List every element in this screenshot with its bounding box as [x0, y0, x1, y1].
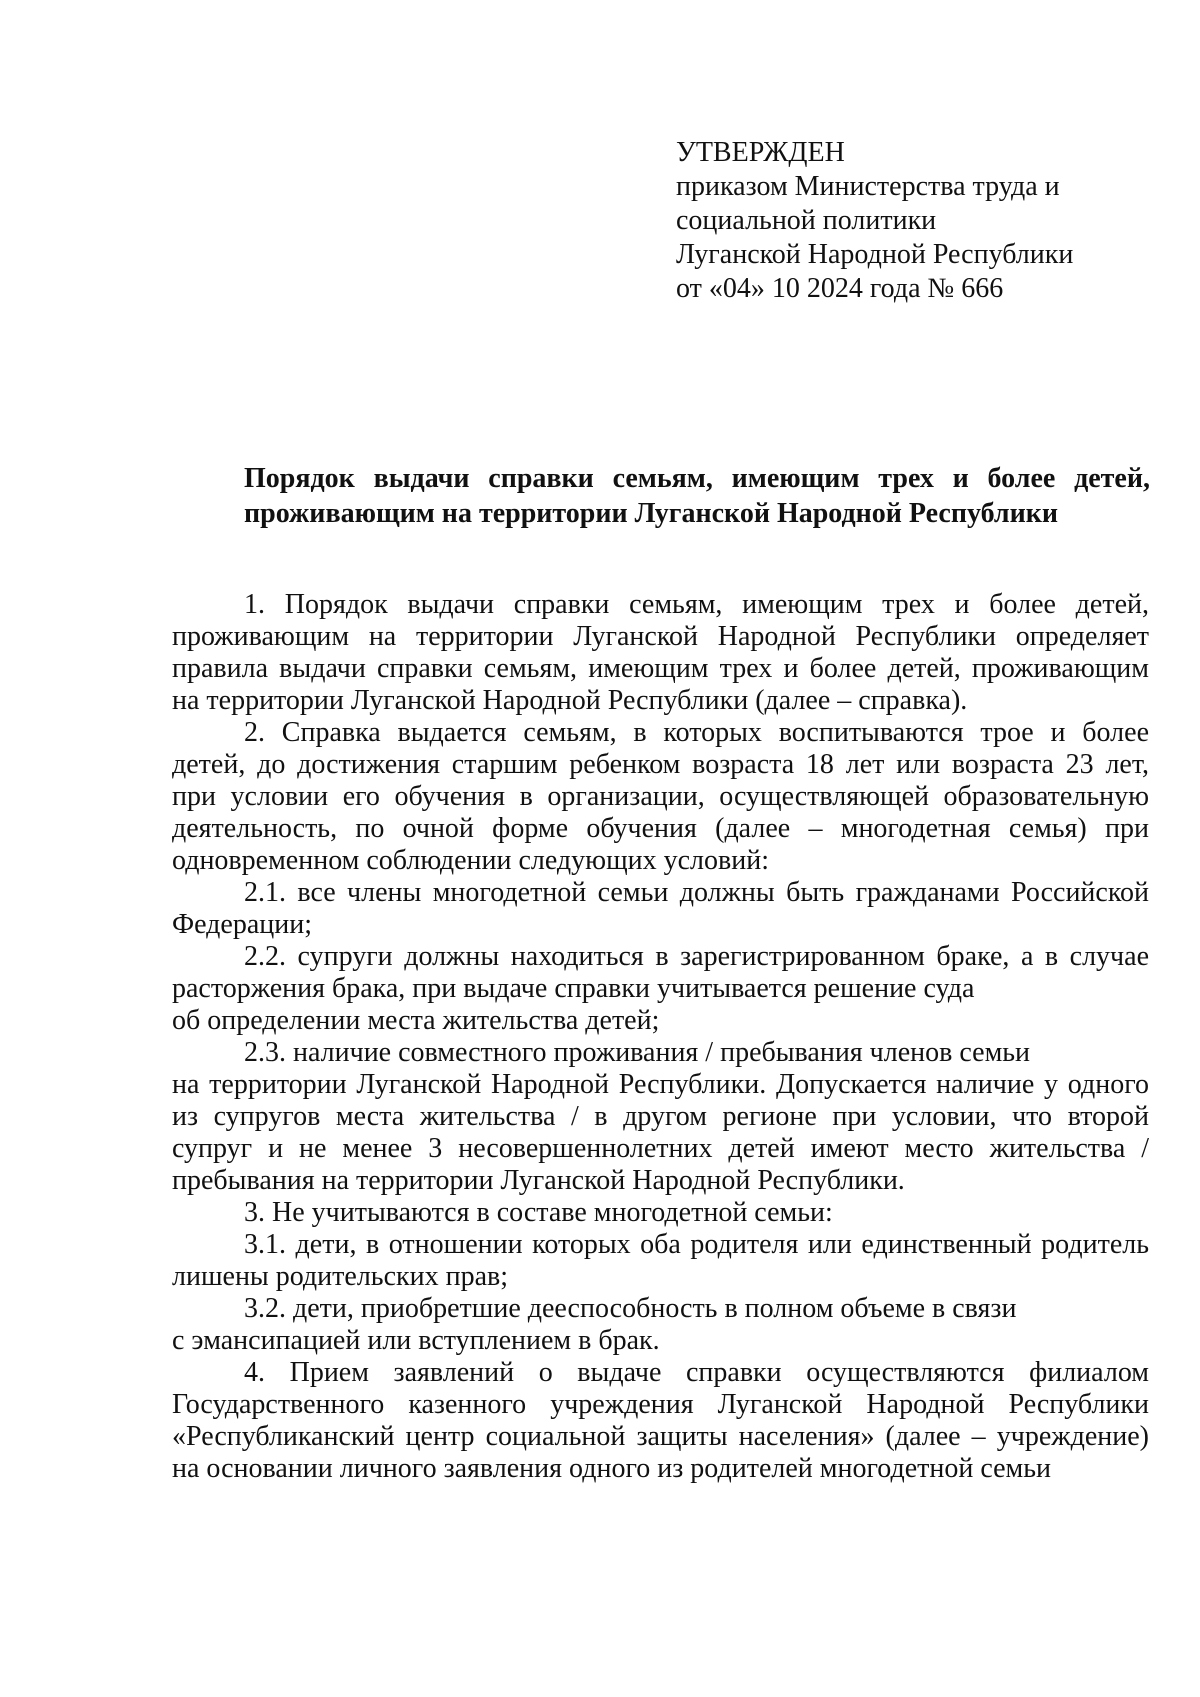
body-line: 3.1. дети, в отношении которых оба родителя или единственный родитель	[244, 1229, 1149, 1260]
body-line: Федерации;	[172, 909, 313, 940]
body-line: 3. Не учитываются в составе многодетной семьи:	[244, 1197, 833, 1228]
body-line: пребывания на территории Луганской Народной Республики.	[172, 1165, 905, 1196]
approval-heading: УТВЕРЖДЕН	[676, 137, 845, 168]
body-line: при условии его обучения в организации, осуществляющей образовательную	[172, 781, 1149, 812]
body-line: 2. Справка выдается семьям, в которых воспитываются трое и более	[244, 717, 1149, 748]
body-line: 4. Прием заявлений о выдаче справки осуществляются филиалом	[244, 1357, 1149, 1388]
body-line: проживающим на территории Луганской Народной Республики определяет	[172, 621, 1149, 652]
body-line: 2.3. наличие совместного проживания / пребывания членов семьи	[244, 1037, 1031, 1068]
title-line-2: проживающим на территории Луганской Народной Республики	[244, 498, 1059, 529]
body-line: детей, до достижения старшим ребенком возраста 18 лет или возраста 23 лет,	[172, 749, 1149, 780]
body-line: на территории Луганской Народной Республики. Допускается наличие у одного	[172, 1069, 1149, 1100]
body-line: «Республиканский центр социальной защиты населения» (далее – учреждение)	[172, 1421, 1149, 1452]
body-line: супруг и не менее 3 несовершеннолетних детей имеют место жительства /	[172, 1133, 1149, 1164]
body-line: 1. Порядок выдачи справки семьям, имеющим трех и более детей,	[244, 589, 1149, 620]
body-line: на основании личного заявления одного из родителей многодетной семьи	[172, 1453, 1051, 1484]
approval-line: приказом Министерства труда и	[676, 171, 1060, 202]
body-line: на территории Луганской Народной Республики (далее – справка).	[172, 685, 968, 716]
body-line: об определении места жительства детей;	[172, 1005, 660, 1036]
body-line: правила выдачи справки семьям, имеющим трех и более детей, проживающим	[172, 653, 1149, 684]
approval-line: Луганской Народной Республики	[676, 239, 1074, 270]
body-line: с эмансипацией или вступлением в брак.	[172, 1325, 660, 1356]
body-line: 2.1. все члены многодетной семьи должны быть гражданами Российской	[244, 877, 1149, 908]
body-line: лишены родительских прав;	[172, 1261, 508, 1292]
approval-stamp-block	[676, 136, 1136, 306]
body-line: одновременном соблюдении следующих условий:	[172, 845, 769, 876]
body-line: из супругов места жительства / в другом регионе при условии, что второй	[172, 1101, 1149, 1132]
body-line: 3.2. дети, приобретшие дееспособность в полном объеме в связи	[244, 1293, 1017, 1324]
body-line: Государственного казенного учреждения Луганской Народной Республики	[172, 1389, 1149, 1420]
title-line-1: Порядок выдачи справки семьям, имеющим трех и более детей,	[244, 463, 1150, 494]
body-line: 2.2. супруги должны находиться в зарегистрированном браке, а в случае	[244, 941, 1149, 972]
body-line: расторжения брака, при выдаче справки учитывается решение суда	[172, 973, 975, 1004]
document-body	[172, 589, 1149, 1485]
document-title	[244, 461, 1150, 531]
approval-date-line: от «04» 10 2024 года № 666	[676, 273, 1004, 304]
approval-line: социальной политики	[676, 205, 937, 236]
body-line: деятельность, по очной форме обучения (далее – многодетная семья) при	[172, 813, 1149, 844]
